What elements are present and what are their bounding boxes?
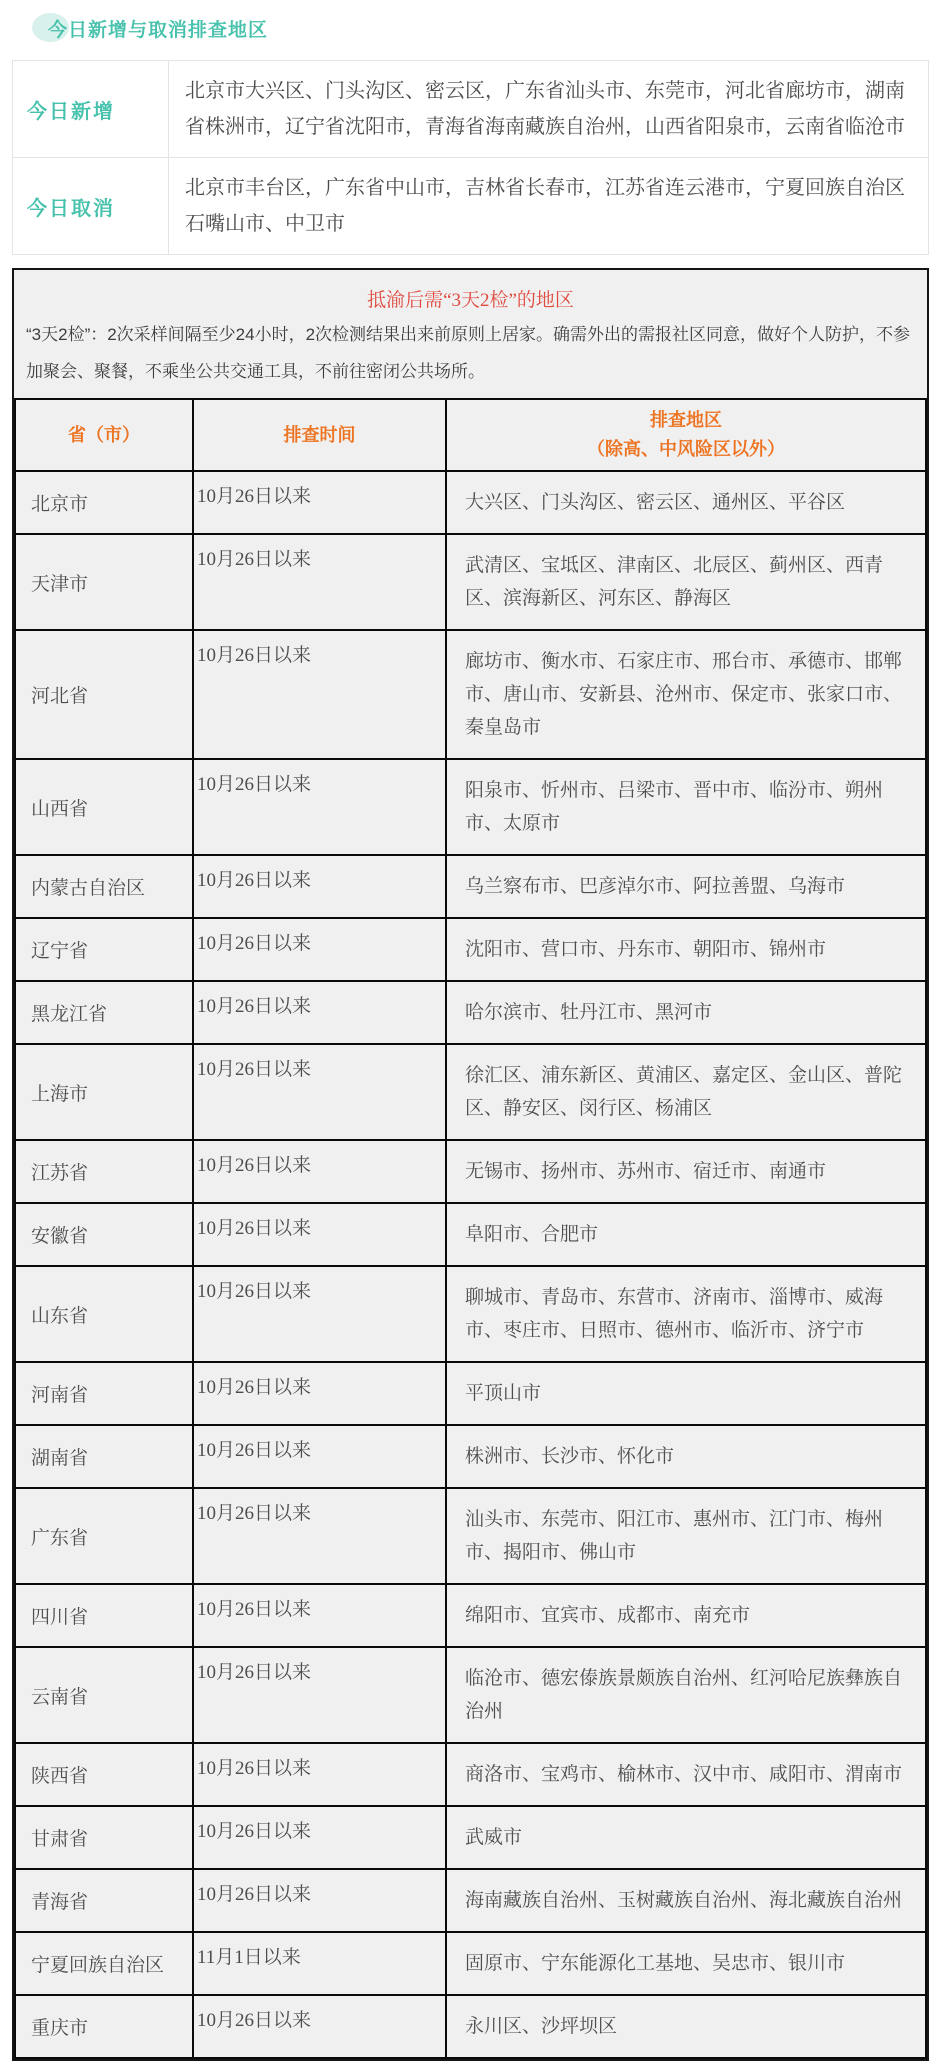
- table-row: [15, 1140, 926, 1203]
- province-cell: 河北省: [15, 630, 193, 759]
- time-cell: 10月26日以来: [193, 1425, 446, 1488]
- table-row: [15, 1932, 926, 1995]
- regions-cell: 聊城市、青岛市、东营市、济南市、淄博市、威海市、枣庄市、日照市、德州市、临沂市、济宁市: [446, 1266, 926, 1362]
- inspection-box-note: “3天2检”：2次采样间隔至少24小时，2次检测结果出来前原则上居家。确需外出的需报社区同意，做好个人防护，不参加聚会、聚餐，不乘坐公共交通工具，不前往密闭公共场所。: [26, 325, 911, 381]
- screening-table-header: [15, 399, 926, 471]
- inspection-box-title: 抵渝后需“3天2检”的地区: [367, 290, 574, 311]
- province-cell: 甘肃省: [15, 1806, 193, 1869]
- time-cell: 11月1日以来: [193, 1932, 446, 1995]
- table-row: [15, 918, 926, 981]
- time-cell: 10月26日以来: [193, 1140, 446, 1203]
- regions-cell: 永川区、沙坪坝区: [446, 1995, 926, 2058]
- column-header-regions-line1: 排查地区: [650, 410, 722, 430]
- table-row: [15, 759, 926, 855]
- column-header-regions: [446, 399, 926, 471]
- province-cell: 青海省: [15, 1869, 193, 1932]
- province-cell: 江苏省: [15, 1140, 193, 1203]
- table-row: [15, 1647, 926, 1743]
- regions-cell: 大兴区、门头沟区、密云区、通州区、平谷区: [446, 471, 926, 534]
- table-row: [15, 1362, 926, 1425]
- regions-cell: 乌兰察布市、巴彦淖尔市、阿拉善盟、乌海市: [446, 855, 926, 918]
- today-add-cancel-table: [12, 60, 929, 255]
- time-cell: 10月26日以来: [193, 630, 446, 759]
- province-cell: 内蒙古自治区: [15, 855, 193, 918]
- today-added-label: 今日新增: [13, 61, 169, 158]
- province-cell: 重庆市: [15, 1995, 193, 2058]
- time-cell: 10月26日以来: [193, 1044, 446, 1140]
- province-cell: 陕西省: [15, 1743, 193, 1806]
- time-cell: 10月26日以来: [193, 1488, 446, 1584]
- table-row-added: [13, 61, 929, 158]
- regions-cell: 绵阳市、宜宾市、成都市、南充市: [446, 1584, 926, 1647]
- regions-cell: 固原市、宁东能源化工基地、吴忠市、银川市: [446, 1932, 926, 1995]
- regions-cell: 临沧市、德宏傣族景颇族自治州、红河哈尼族彝族自治州: [446, 1647, 926, 1743]
- table-row: [15, 981, 926, 1044]
- screening-table-body: [15, 471, 926, 2058]
- regions-cell: 哈尔滨市、牡丹江市、黑河市: [446, 981, 926, 1044]
- regions-cell: 无锡市、扬州市、苏州市、宿迁市、南通市: [446, 1140, 926, 1203]
- province-cell: 天津市: [15, 534, 193, 630]
- time-cell: 10月26日以来: [193, 1806, 446, 1869]
- province-cell: 云南省: [15, 1647, 193, 1743]
- time-cell: 10月26日以来: [193, 1647, 446, 1743]
- province-cell: 广东省: [15, 1488, 193, 1584]
- table-row: [15, 1806, 926, 1869]
- regions-cell: 海南藏族自治州、玉树藏族自治州、海北藏族自治州: [446, 1869, 926, 1932]
- time-cell: 10月26日以来: [193, 534, 446, 630]
- regions-cell: 徐汇区、浦东新区、黄浦区、嘉定区、金山区、普陀区、静安区、闵行区、杨浦区: [446, 1044, 926, 1140]
- page-title: 今日新增与取消排查地区: [48, 19, 269, 41]
- table-row: [15, 630, 926, 759]
- table-row-cancelled: [13, 158, 929, 255]
- time-cell: 10月26日以来: [193, 759, 446, 855]
- today-cancelled-label: 今日取消: [13, 158, 169, 255]
- table-row: [15, 1869, 926, 1932]
- today-cancelled-content: 北京市丰台区，广东省中山市，吉林省长春市，江苏省连云港市，宁夏回族自治区石嘴山市、中卫市: [169, 158, 929, 255]
- regions-cell: 武清区、宝坻区、津南区、北辰区、蓟州区、西青区、滨海新区、河东区、静海区: [446, 534, 926, 630]
- time-cell: 10月26日以来: [193, 1995, 446, 2058]
- province-cell: 山西省: [15, 759, 193, 855]
- screening-table: [14, 398, 927, 2059]
- column-header-regions-line2: （除高、中风险区以外）: [587, 439, 785, 459]
- regions-cell: 沈阳市、营口市、丹东市、朝阳市、锦州市: [446, 918, 926, 981]
- table-row: [15, 1266, 926, 1362]
- province-cell: 安徽省: [15, 1203, 193, 1266]
- regions-cell: 阜阳市、合肥市: [446, 1203, 926, 1266]
- province-cell: 四川省: [15, 1584, 193, 1647]
- regions-cell: 武威市: [446, 1806, 926, 1869]
- time-cell: 10月26日以来: [193, 471, 446, 534]
- table-row: [15, 1995, 926, 2058]
- inspection-box: [12, 268, 929, 2061]
- table-row: [15, 1488, 926, 1584]
- table-row: [15, 1584, 926, 1647]
- regions-cell: 汕头市、东莞市、阳江市、惠州市、江门市、梅州市、揭阳市、佛山市: [446, 1488, 926, 1584]
- table-row: [15, 855, 926, 918]
- table-row: [15, 471, 926, 534]
- time-cell: 10月26日以来: [193, 1584, 446, 1647]
- regions-cell: 商洛市、宝鸡市、榆林市、汉中市、咸阳市、渭南市: [446, 1743, 926, 1806]
- province-cell: 上海市: [15, 1044, 193, 1140]
- table-row: [15, 1203, 926, 1266]
- time-cell: 10月26日以来: [193, 981, 446, 1044]
- time-cell: 10月26日以来: [193, 855, 446, 918]
- province-cell: 山东省: [15, 1266, 193, 1362]
- regions-cell: 平顶山市: [446, 1362, 926, 1425]
- table-row: [15, 534, 926, 630]
- regions-cell: 廊坊市、衡水市、石家庄市、邢台市、承德市、邯郸市、唐山市、安新县、沧州市、保定市、张家口市、秦皇岛市: [446, 630, 926, 759]
- section-header: [34, 12, 929, 44]
- regions-cell: 阳泉市、忻州市、吕梁市、晋中市、临汾市、朔州市、太原市: [446, 759, 926, 855]
- province-cell: 黑龙江省: [15, 981, 193, 1044]
- time-cell: 10月26日以来: [193, 1203, 446, 1266]
- today-added-content: 北京市大兴区、门头沟区、密云区，广东省汕头市、东莞市，河北省廊坊市，湖南省株洲市，辽宁省沈阳市，青海省海南藏族自治州，山西省阳泉市，云南省临沧市: [169, 61, 929, 158]
- time-cell: 10月26日以来: [193, 1266, 446, 1362]
- time-cell: 10月26日以来: [193, 1362, 446, 1425]
- time-cell: 10月26日以来: [193, 1869, 446, 1932]
- province-cell: 湖南省: [15, 1425, 193, 1488]
- time-cell: 10月26日以来: [193, 918, 446, 981]
- column-header-time: 排查时间: [193, 399, 446, 471]
- column-header-province: 省（市）: [15, 399, 193, 471]
- regions-cell: 株洲市、长沙市、怀化市: [446, 1425, 926, 1488]
- province-cell: 宁夏回族自治区: [15, 1932, 193, 1995]
- province-cell: 北京市: [15, 471, 193, 534]
- province-cell: 辽宁省: [15, 918, 193, 981]
- time-cell: 10月26日以来: [193, 1743, 446, 1806]
- table-row: [15, 1425, 926, 1488]
- province-cell: 河南省: [15, 1362, 193, 1425]
- table-row: [15, 1743, 926, 1806]
- header-row: [15, 399, 926, 471]
- table-row: [15, 1044, 926, 1140]
